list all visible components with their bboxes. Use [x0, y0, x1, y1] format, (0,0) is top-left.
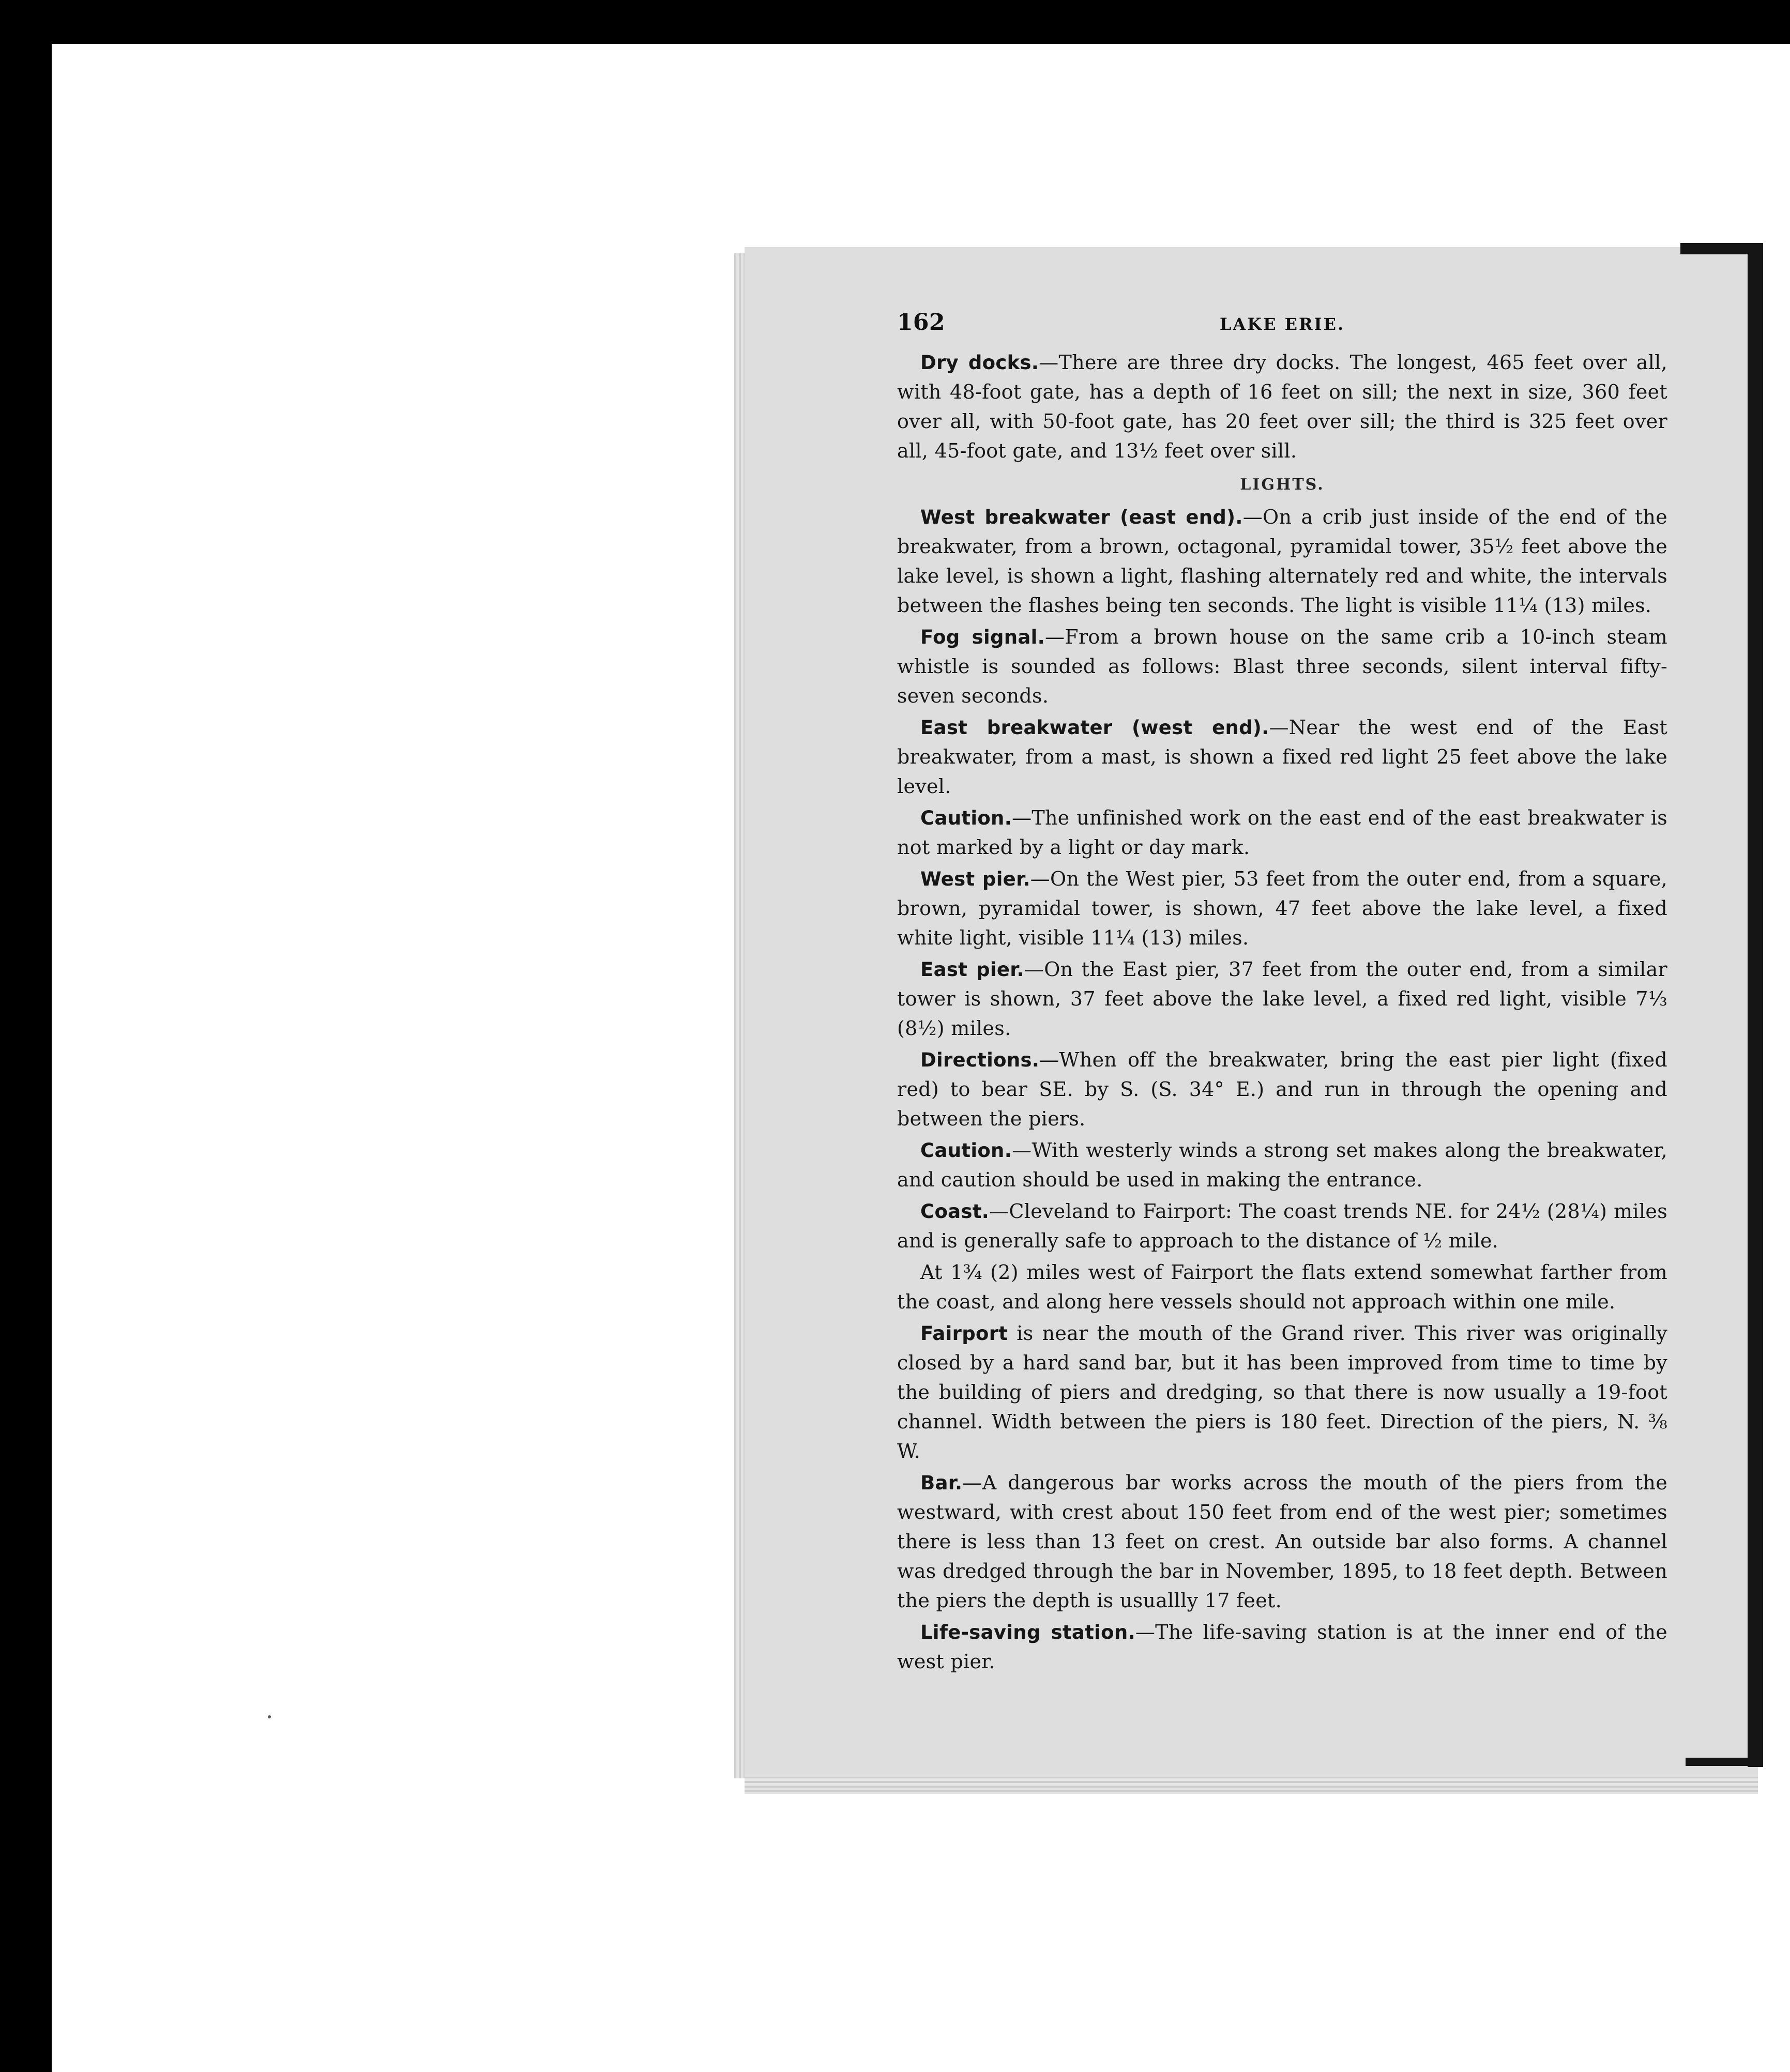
- paragraph-dry-docks: [897, 348, 1667, 466]
- paragraph-east-pier: [897, 955, 1667, 1043]
- paragraph-heading: Fog signal.: [920, 626, 1045, 648]
- paragraph-text: —A dangerous bar works across the mouth of the piers from the westward, with crest about 150 feet from end of the west pier; sometimes there is less than 13 feet on crest. An outside bar also forms. A channel was dredged through the bar in November, 1895, to 18 feet depth. Between the piers the depth is usuallly 17 feet.: [897, 1471, 1667, 1612]
- paragraph-directions: [897, 1045, 1667, 1134]
- paragraph-heading: East breakwater (west end).: [920, 717, 1269, 739]
- paragraph-text: is near the mouth of the Grand river. This river was originally closed by a hard sand bar, but it has been improved from time to time by the building of piers and dredging, so that there is now usually a 19-foot channel. Width between the piers is 180 feet. Direction of the piers, N. ⅜ W.: [897, 1322, 1667, 1462]
- paragraph-fairport: [897, 1319, 1667, 1466]
- paragraph-text: —On the West pier, 53 feet from the outer end, from a square, brown, pyramidal tower, is shown, 47 feet above the lake level, a fixed white light, visible 11¼ (13) miles.: [897, 867, 1667, 949]
- paragraph-text: —On the East pier, 37 feet from the outer end, from a similar tower is shown, 37 feet above the lake level, a fixed red light, visible 7⅓ (8½) miles.: [897, 958, 1667, 1040]
- page-text-column: [897, 308, 1667, 1679]
- paragraph-heading: Fairport: [920, 1322, 1008, 1345]
- paragraph-heading: Directions.: [920, 1049, 1040, 1071]
- paragraph-text: —The life-saving station is at the inner end of the west pier.: [897, 1621, 1667, 1673]
- paragraph-text: —Near the west end of the East breakwater, from a mast, is shown a fixed red light 25 feet above the lake level.: [897, 716, 1667, 798]
- page-number: 162: [897, 309, 945, 336]
- paragraph-heading: Bar.: [920, 1472, 963, 1494]
- paragraph-caution-unfinished: [897, 803, 1667, 862]
- binding-bottom: [1686, 1758, 1763, 1766]
- paragraph-text: —On a crib just inside of the end of the breakwater, from a brown, octagonal, pyramidal tower, 35½ feet above the lake level, is shown a light, flashing alternately red and white, the intervals between the flashes being ten seconds. The light is visible 11¼ (13) miles.: [897, 506, 1667, 617]
- paragraph-heading: Caution.: [920, 807, 1012, 829]
- paragraph-east-breakwater: [897, 713, 1667, 801]
- scan-speck: [268, 1715, 271, 1718]
- paragraph-coast: [897, 1197, 1667, 1256]
- paragraph-heading: West breakwater (east end).: [920, 506, 1243, 528]
- paragraph-text: —The unfinished work on the east end of the east breakwater is not marked by a light or day mark.: [897, 806, 1667, 859]
- paragraph-heading: East pier.: [920, 958, 1024, 981]
- page-header: LAKE ERIE.: [1219, 314, 1345, 334]
- paragraph-text: At 1¾ (2) miles west of Fairport the flats extend somewhat farther from the coast, and along here vessels should not approach within one mile.: [897, 1261, 1667, 1313]
- book-binding: [1748, 247, 1763, 1767]
- paragraph-text: —From a brown house on the same crib a 10-inch steam whistle is sounded as follows: Blast three seconds, silent interval fifty-seven seconds.: [897, 626, 1667, 707]
- section-title-lights: LIGHTS.: [1240, 476, 1325, 494]
- paragraph-heading: West pier.: [920, 868, 1030, 890]
- paragraph-text: —With westerly winds a strong set makes along the breakwater, and caution should be used in making the entrance.: [897, 1139, 1667, 1191]
- paragraph-flats: [897, 1258, 1667, 1317]
- paragraph-heading: Caution.: [920, 1139, 1012, 1162]
- paragraph-bar: [897, 1468, 1667, 1616]
- paragraph-text: —There are three dry docks. The longest, 465 feet over all, with 48-foot gate, has a depth of 16 feet on sill; the next in size, 360 feet over all, with 50-foot gate, has 20 feet over sill; the third is 325 feet over all, 45-foot gate, and 13½ feet over sill.: [897, 351, 1668, 462]
- paragraph-heading: Dry docks.: [920, 352, 1039, 374]
- paragraph-heading: Life-saving station.: [920, 1621, 1135, 1643]
- paragraph-heading: Coast.: [920, 1200, 990, 1223]
- paragraph-caution-winds: [897, 1136, 1667, 1195]
- running-head: [897, 308, 1667, 344]
- paragraph-life-saving-station: [897, 1618, 1667, 1677]
- paragraph-text: —When off the breakwater, bring the east pier light (fixed red) to bear SE. by S. (S. 34° E.) and run in through the opening and between the piers.: [897, 1048, 1667, 1130]
- paragraph-text: —Cleveland to Fairport: The coast trends NE. for 24½ (28¼) miles and is generally safe to approach to the distance of ½ mile.: [897, 1200, 1667, 1252]
- paragraph-west-pier: [897, 864, 1667, 953]
- paragraph-west-breakwater: [897, 502, 1667, 620]
- paragraph-fog-signal: [897, 622, 1667, 711]
